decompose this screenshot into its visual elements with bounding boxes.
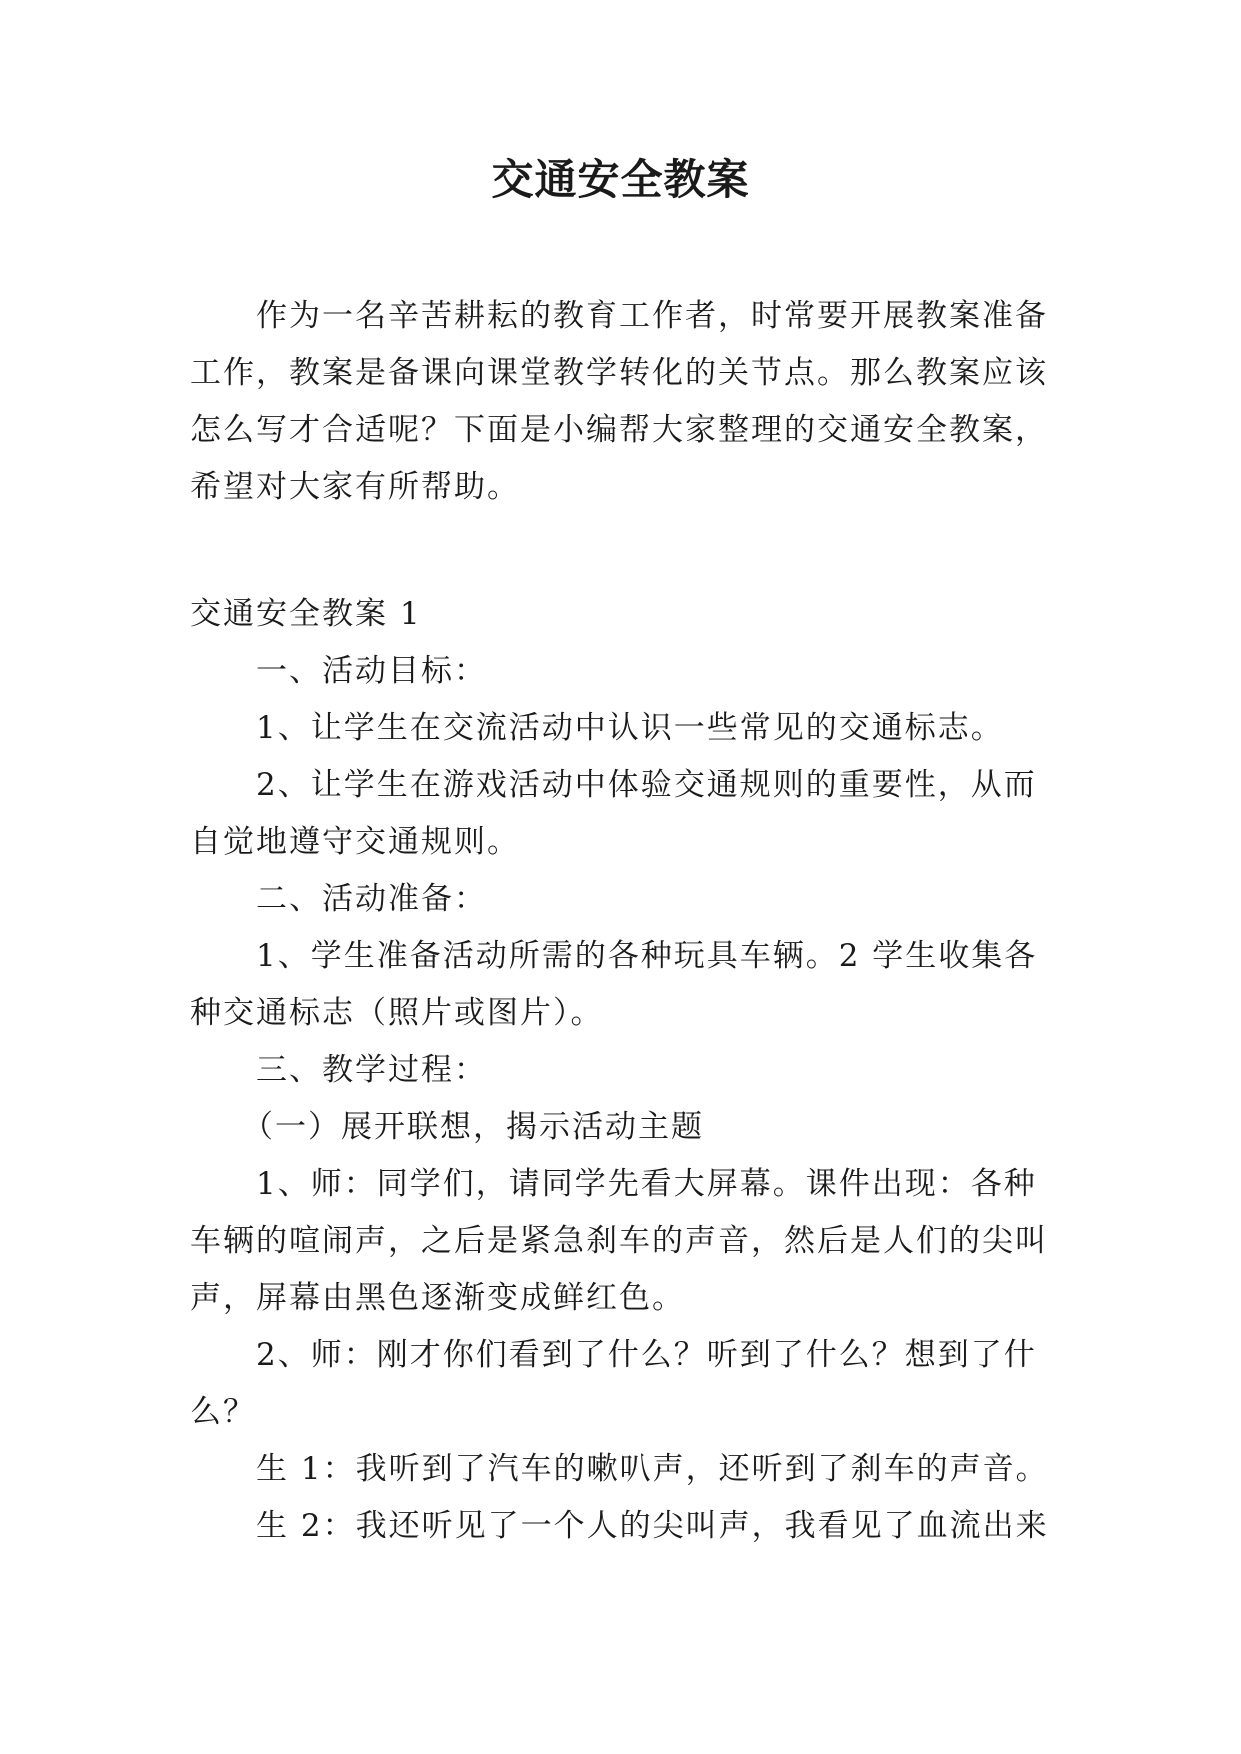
paragraph-activity-goals-heading: 一、活动目标： xyxy=(256,653,487,689)
paragraph-preparation-heading: 二、活动准备： xyxy=(256,881,487,917)
section-title: 交通安全教案 1 xyxy=(190,596,422,632)
paragraph-goal-1: 1、让学生在交流活动中认识一些常见的交通标志。 xyxy=(256,710,1004,746)
paragraph-student-1: 生 1：我听到了汽车的嗽叭声，还听到了刹车的声音。 xyxy=(256,1451,1049,1487)
paragraph-teacher-1: 1、师：同学们，请同学先看大屏幕。课件出现：各种车辆的喧闹声，之后是紧急刹车的声音，然后是人们的尖叫声，屏幕由黑色逐渐变成鲜红色。 xyxy=(190,1166,1048,1316)
document-title: 交通安全教案 xyxy=(491,155,750,204)
intro-paragraph: 作为一名辛苦耕耘的教育工作者，时常要开展教案准备工作，教案是备课向课堂教学转化的关节点。那么教案应该怎么写才合适呢？下面是小编帮大家整理的交通安全教案，希望对大家有所帮助。 xyxy=(190,298,1048,505)
document-body xyxy=(190,288,1050,1555)
paragraph-process-heading: 三、教学过程： xyxy=(256,1052,487,1088)
paragraph-student-2: 生 2：我还听见了一个人的尖叫声，我看见了血流出来 xyxy=(256,1508,1049,1544)
paragraph-goal-2: 2、让学生在游戏活动中体验交通规则的重要性，从而自觉地遵守交通规则。 xyxy=(190,767,1037,860)
paragraph-teacher-2: 2、师：刚才你们看到了什么？听到了什么？想到了什么？ xyxy=(190,1337,1037,1430)
paragraph-preparation-1: 1、学生准备活动所需的各种玩具车辆。2 学生收集各种交通标志（照片或图片）。 xyxy=(190,938,1038,1031)
paragraph-process-subheading: （一）展开联想，揭示活动主题 xyxy=(242,1109,704,1145)
